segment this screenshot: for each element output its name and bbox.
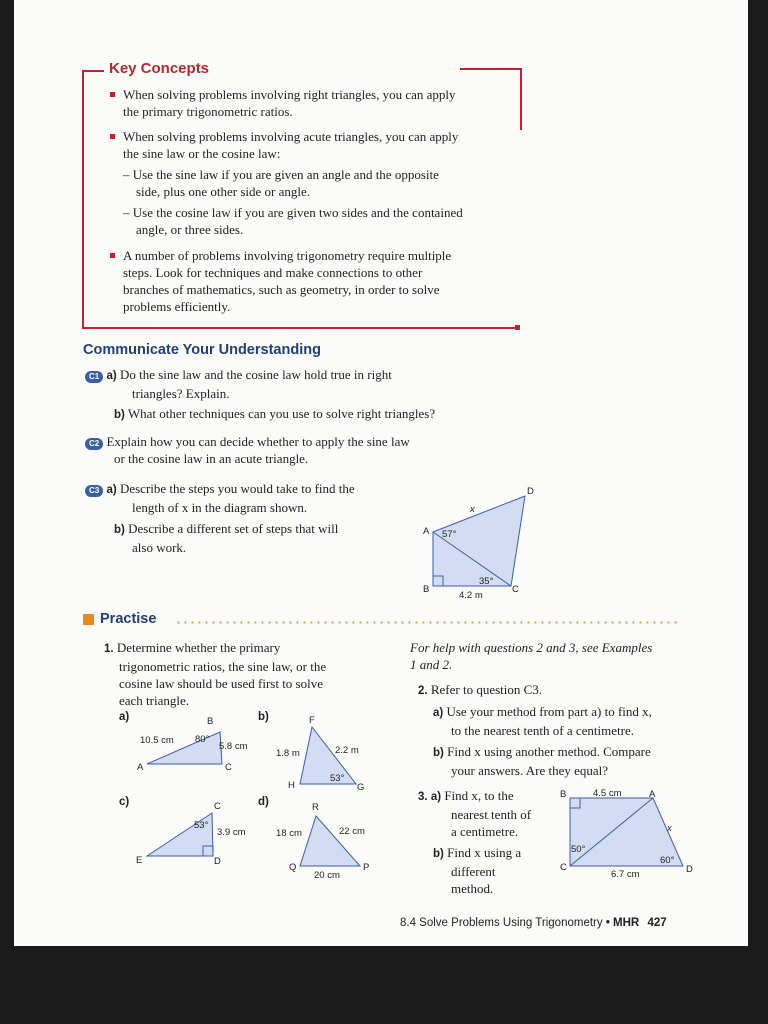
fig-c-label-C: C [214,801,221,812]
fig-b-side-FH: 1.8 m [276,748,300,759]
question-3: 3. a) Find x, to the nearest tenth of a centimetre. b) Find x using a different method. [418,788,532,896]
fig-b-label-G: G [357,782,365,792]
page-number: 427 [647,917,667,929]
question-1: 1. Determine whether the primary trigonometric ratios, the sine law, or the cosine law should be used first to solve each triangle. [104,640,327,708]
q3-label-A: A [649,789,656,800]
fig-d-side-QP: 20 cm [314,870,340,881]
q3-side-CD: 6.7 cm [611,869,640,880]
q3-trapezoid-diagram [555,784,700,884]
fig-c-label-E: E [136,855,143,866]
fig-d-label-P: P [363,862,370,873]
key-concepts-corner-marker [515,325,520,330]
c3-badge: C3 [85,485,103,497]
q3-angle-D: 60° [660,855,675,866]
key-concepts-border-bottom [82,327,518,329]
c3-angle-A: 57° [442,529,457,540]
key-concepts-title: Key Concepts [109,60,210,77]
key-concepts-border-right [520,68,522,130]
communicate-title: Communicate Your Understanding [83,342,321,358]
question-c3: C3 a) Describe the steps you would take to find the length of x in the diagram shown. b) Describe a different set of steps that will also work. [85,480,425,556]
fig-b-side-FG: 2.2 m [335,745,359,756]
question-2: 2. Refer to question C3. a) Use your method from part a) to find x, to the nearest tenth of a centimetre. b) Find x using another method. Compare your answers. Are they equal? [418,682,652,778]
key-concept-sub-bullet-1: – Use the sine law if you are given an angle and the opposite side, plus one other side or angle. [123,167,439,199]
c1-badge: C1 [85,371,103,383]
fig-a-angle-B: 80° [195,734,210,745]
bullet-square-icon [110,92,115,97]
c3-label-A: A [423,526,430,537]
c3-label-C: C [512,584,519,595]
key-concept-bullet-2: When solving problems involving acute triangles, you can apply the sine law or the cosine law: [110,128,458,162]
fig-a-label: a) [119,711,130,723]
help-note: For help with questions 2 and 3, see Examples 1 and 2. [410,640,653,672]
c2-badge: C2 [85,438,103,450]
triangle-pqr-diagram [270,796,380,886]
fig-a-label-C: C [225,762,232,773]
footer-section-title: 8.4 Solve Problems Using Trigonometry [400,917,603,929]
fig-d-side-QR: 18 cm [276,828,302,839]
triangle-cde-diagram [130,796,255,876]
fig-b-label-F: F [309,715,315,726]
q3-angle-C: 50° [571,844,586,855]
practise-dotted-rule [175,621,677,624]
fig-a-label-A: A [137,762,144,773]
fig-b-angle-G: 53° [330,773,345,784]
fig-d-label: d) [258,796,269,808]
key-concepts-border-top-left [82,70,104,72]
key-concept-bullet-3: A number of problems involving trigonometry require multiple steps. Look for techniques and make connections to other branches of mathematics, such as geometry, in order to solve problems efficiently. [110,247,451,315]
c3-label-D: D [527,486,534,497]
bullet-square-icon [110,134,115,139]
fig-a-side-BC: 5.8 cm [219,741,248,752]
c3-label-B: B [423,584,430,595]
q3-label-D: D [686,864,693,875]
triangle-pqr [300,816,360,866]
fig-c-angle-C: 53° [194,820,209,831]
q3-label-C: C [560,862,567,873]
triangle-abc-diagram [130,712,260,777]
key-concept-bullet-1: When solving problems involving right triangles, you can apply the primary trigonometric ratios. [110,86,456,120]
fig-c-label-D: D [214,856,221,867]
fig-a-side-AB: 10.5 cm [140,735,174,746]
footer-brand: MHR [613,917,640,929]
key-concepts-border-top-right [460,68,522,70]
c3-quadrilateral-diagram [415,480,545,600]
fig-d-side-RP: 22 cm [339,826,365,837]
c3-base-length: 4.2 m [459,590,483,600]
c3-label-x: x [470,504,475,515]
triangle-fgh-diagram [270,712,380,792]
question-c2: C2 Explain how you can decide whether to apply the sine law or the cosine law in an acute triangle. [85,433,505,467]
fig-c-side-CD: 3.9 cm [217,827,246,838]
q3-label-B: B [560,789,567,800]
q3-label-x: x [667,823,672,834]
key-concepts-border-left [82,70,84,328]
question-c1: C1 a) Do the sine law and the cosine law hold true in right triangles? Explain. b) What other techniques can you use to solve right triangles? [85,366,505,424]
fig-c-label: c) [119,796,130,808]
q3-side-BA: 4.5 cm [593,788,622,799]
fig-a-label-B: B [207,716,214,727]
key-concept-sub-bullet-2: – Use the cosine law if you are given two sides and the contained angle, or three sides. [123,205,463,237]
practise-title: Practise [100,611,157,627]
fig-b-label-H: H [288,780,295,791]
bullet-square-icon [110,253,115,258]
practise-square-icon [83,614,94,625]
fig-d-label-Q: Q [289,862,297,873]
page-footer: 8.4 Solve Problems Using Trigonometry • MHR 427 [400,917,667,929]
fig-b-label: b) [258,711,269,723]
c3-angle-C: 35° [479,576,494,587]
fig-d-label-R: R [312,802,319,813]
